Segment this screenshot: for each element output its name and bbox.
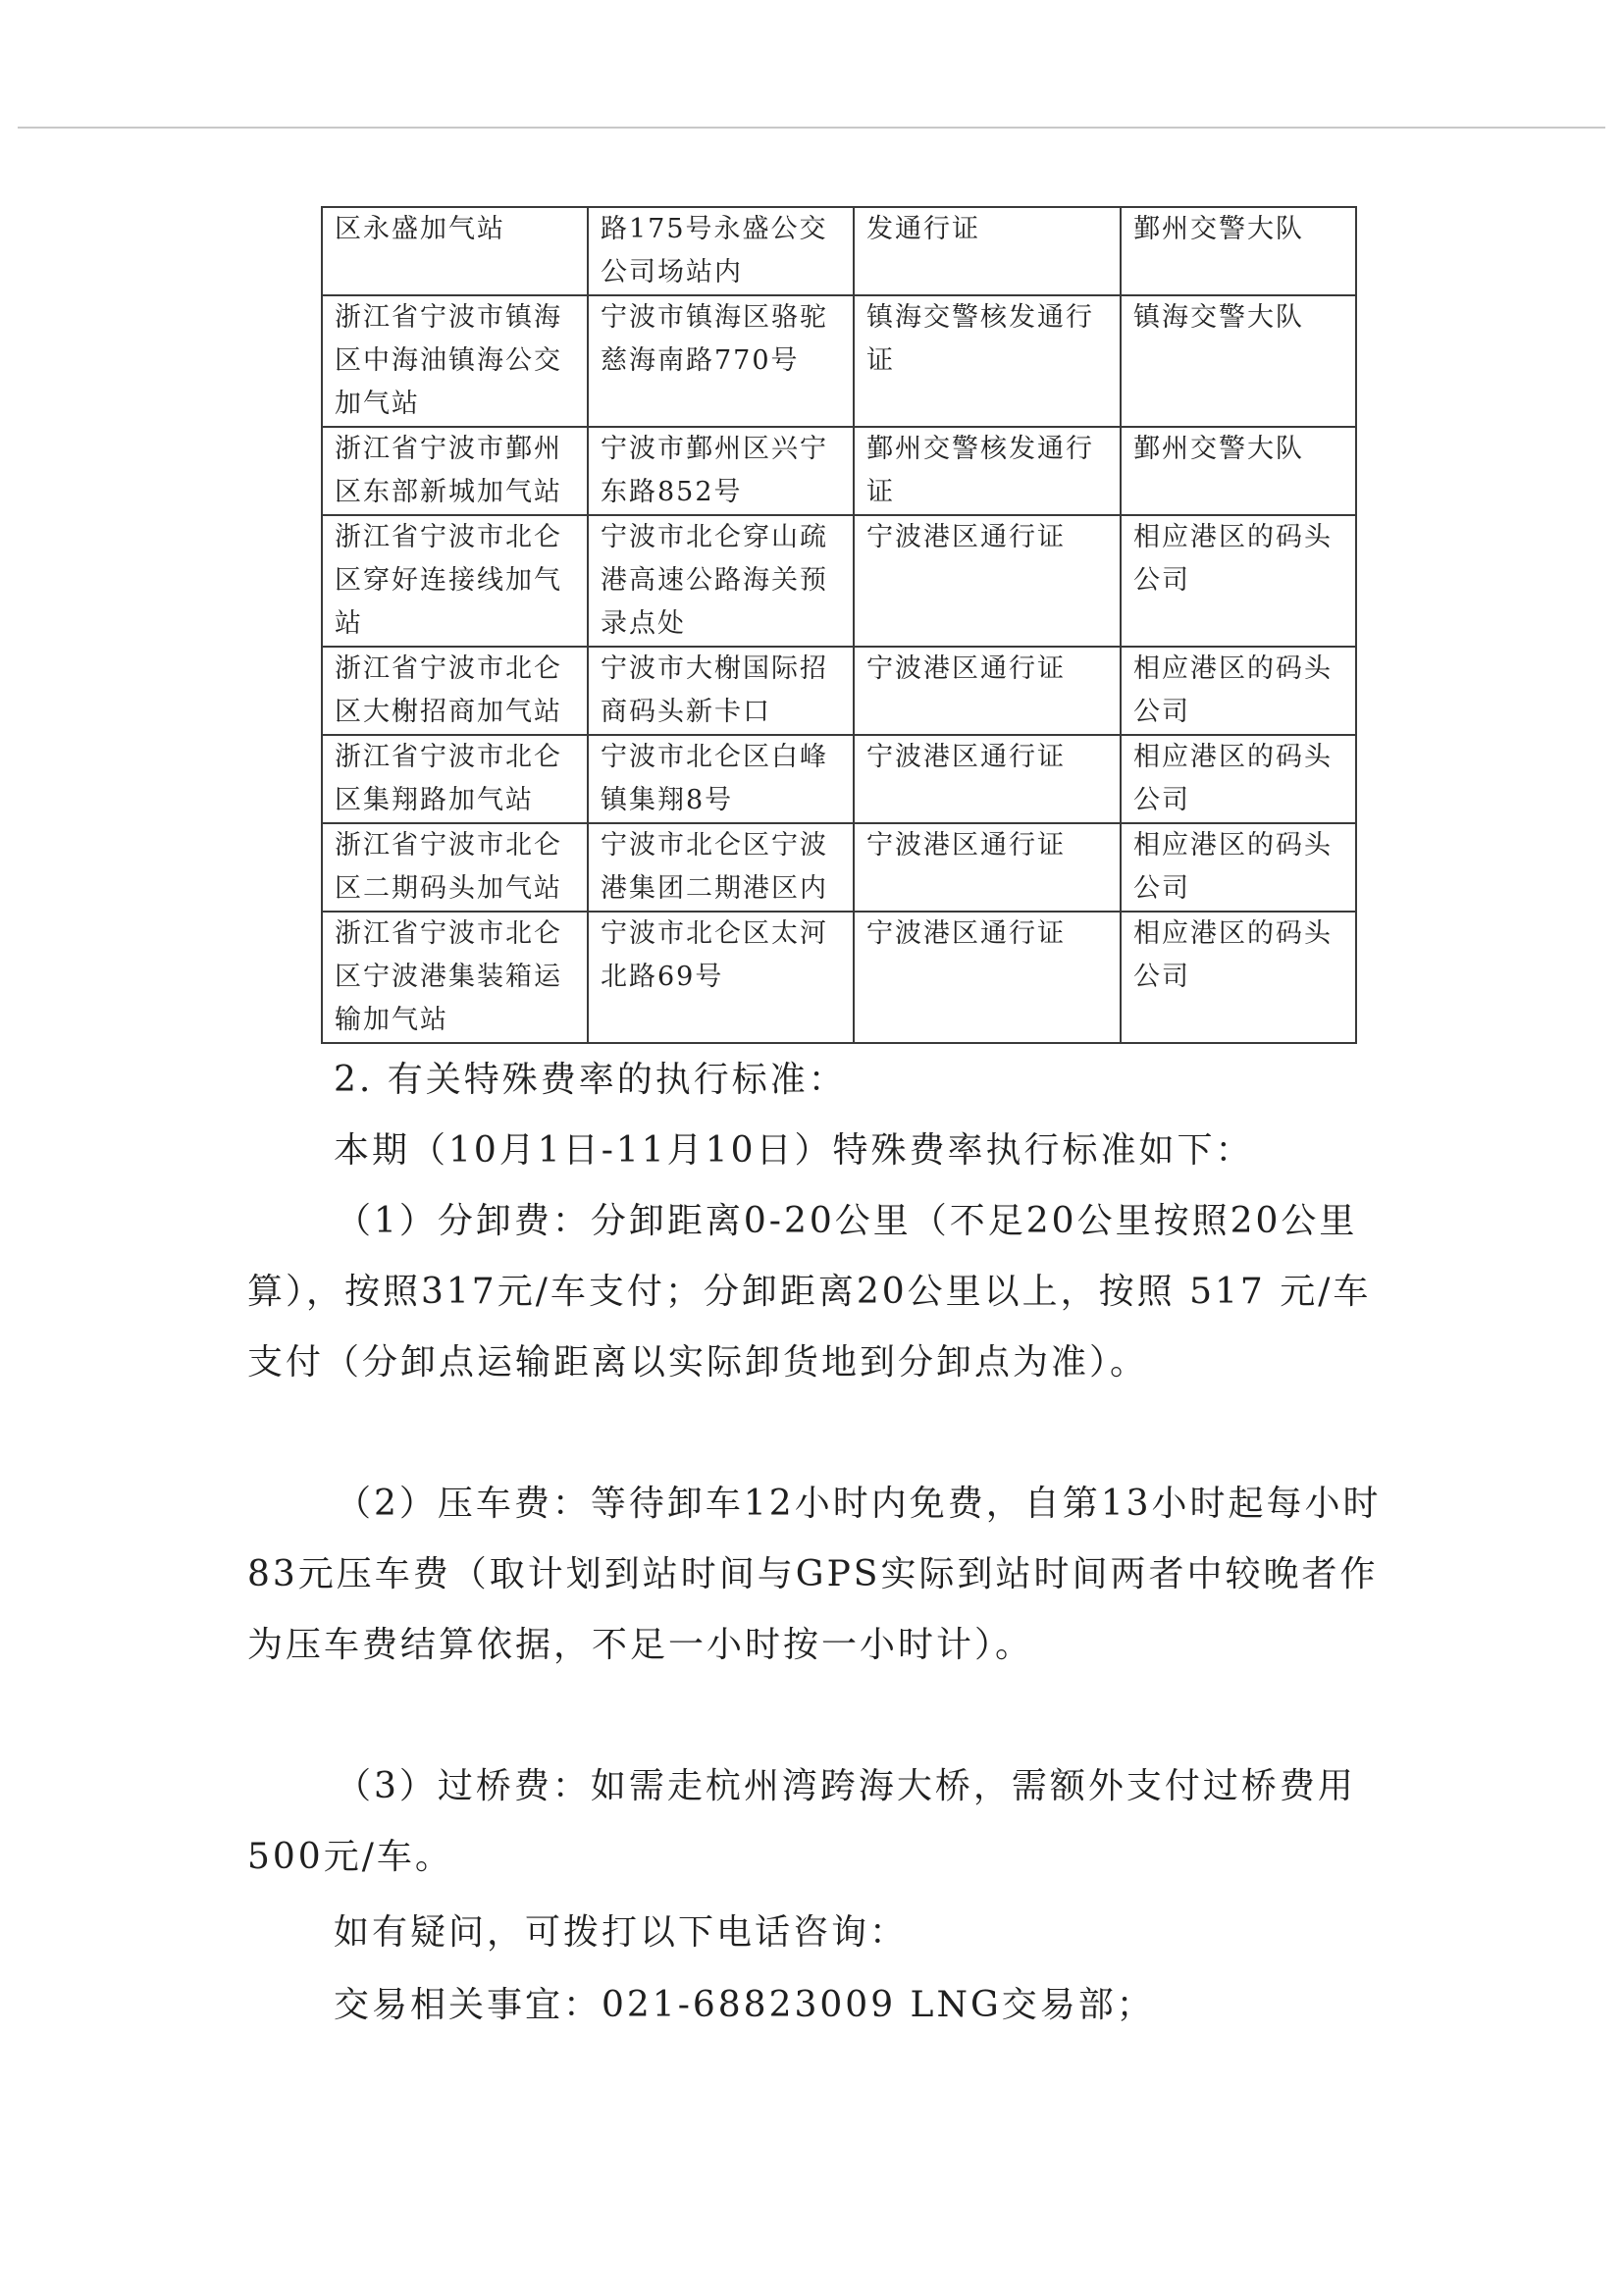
station-name-cell: 浙江省宁波市北仑区大榭招商加气站 <box>322 647 588 735</box>
bridge-fee-paragraph: （3）过桥费：如需走杭州湾跨海大桥，需额外支付过桥费用500元/车。 <box>247 1766 1356 1877</box>
waiting-fee-paragraph: （2）压车费：等待卸车12小时内免费，自第13小时起每小时83元压车费（取计划到站时间与GPS实际到站时间两者中较晚者作为压车费结算依据，不足一小时按一小时计）。 <box>247 1484 1382 1665</box>
station-address-cell: 宁波市北仑区太河北路69号 <box>588 912 854 1043</box>
station-address-cell: 宁波市鄞州区兴宁东路852号 <box>588 427 854 515</box>
station-name-cell: 浙江省宁波市镇海区中海油镇海公交加气站 <box>322 295 588 427</box>
issuing-authority-cell: 鄞州交警大队 <box>1121 207 1356 295</box>
station-name-cell: 浙江省宁波市北仑区穿好连接线加气站 <box>322 515 588 647</box>
station-address-cell: 路175号永盛公交公司场站内 <box>588 207 854 295</box>
section-heading: 2. 有关特殊费率的执行标准： <box>334 1060 847 1100</box>
permit-type-cell: 发通行证 <box>854 207 1121 295</box>
station-name-cell: 浙江省宁波市北仑区二期码头加气站 <box>322 823 588 912</box>
scan-top-rule <box>18 127 1605 129</box>
permit-type-cell: 宁波港区通行证 <box>854 647 1121 735</box>
table-row <box>322 823 1356 912</box>
issuing-authority-cell: 相应港区的码头公司 <box>1121 912 1356 1043</box>
station-address-cell: 宁波市镇海区骆驼慈海南路770号 <box>588 295 854 427</box>
permit-type-cell: 镇海交警核发通行证 <box>854 295 1121 427</box>
table-row <box>322 912 1356 1043</box>
table-row <box>322 735 1356 823</box>
contact-trade-line: 交易相关事宜：021-68823009 LNG交易部； <box>334 1985 1155 2025</box>
station-name-cell: 浙江省宁波市北仑区集翔路加气站 <box>322 735 588 823</box>
issuing-authority-cell: 镇海交警大队 <box>1121 295 1356 427</box>
unloading-fee-paragraph: （1）分卸费：分卸距离0-20公里（不足20公里按照20公里算），按照317元/车支付；分卸距离20公里以上，按照 517 元/车支付（分卸点运输距离以实际卸货地到分卸点为准）。 <box>247 1201 1372 1383</box>
station-table <box>321 206 1357 1044</box>
permit-type-cell: 鄞州交警核发通行证 <box>854 427 1121 515</box>
issuing-authority-cell: 相应港区的码头公司 <box>1121 515 1356 647</box>
table-row <box>322 427 1356 515</box>
table-row <box>322 295 1356 427</box>
issuing-authority-cell: 鄞州交警大队 <box>1121 427 1356 515</box>
station-address-cell: 宁波市北仑区白峰镇集翔8号 <box>588 735 854 823</box>
permit-type-cell: 宁波港区通行证 <box>854 735 1121 823</box>
table-row <box>322 647 1356 735</box>
station-address-cell: 宁波市大榭国际招商码头新卡口 <box>588 647 854 735</box>
permit-type-cell: 宁波港区通行证 <box>854 515 1121 647</box>
permit-type-cell: 宁波港区通行证 <box>854 823 1121 912</box>
contact-intro: 如有疑问，可拨打以下电话咨询： <box>334 1912 909 1953</box>
table-row <box>322 515 1356 647</box>
station-address-cell: 宁波市北仑区宁波港集团二期港区内 <box>588 823 854 912</box>
issuing-authority-cell: 相应港区的码头公司 <box>1121 735 1356 823</box>
station-address-cell: 宁波市北仑穿山疏港高速公路海关预录点处 <box>588 515 854 647</box>
issuing-authority-cell: 相应港区的码头公司 <box>1121 647 1356 735</box>
permit-type-cell: 宁波港区通行证 <box>854 912 1121 1043</box>
station-name-cell: 浙江省宁波市鄞州区东部新城加气站 <box>322 427 588 515</box>
table-row <box>322 207 1356 295</box>
intro-paragraph: 本期（10月1日-11月10日）特殊费率执行标准如下： <box>334 1130 1254 1171</box>
station-name-cell: 浙江省宁波市北仑区宁波港集装箱运输加气站 <box>322 912 588 1043</box>
issuing-authority-cell: 相应港区的码头公司 <box>1121 823 1356 912</box>
station-name-cell: 区永盛加气站 <box>322 207 588 295</box>
